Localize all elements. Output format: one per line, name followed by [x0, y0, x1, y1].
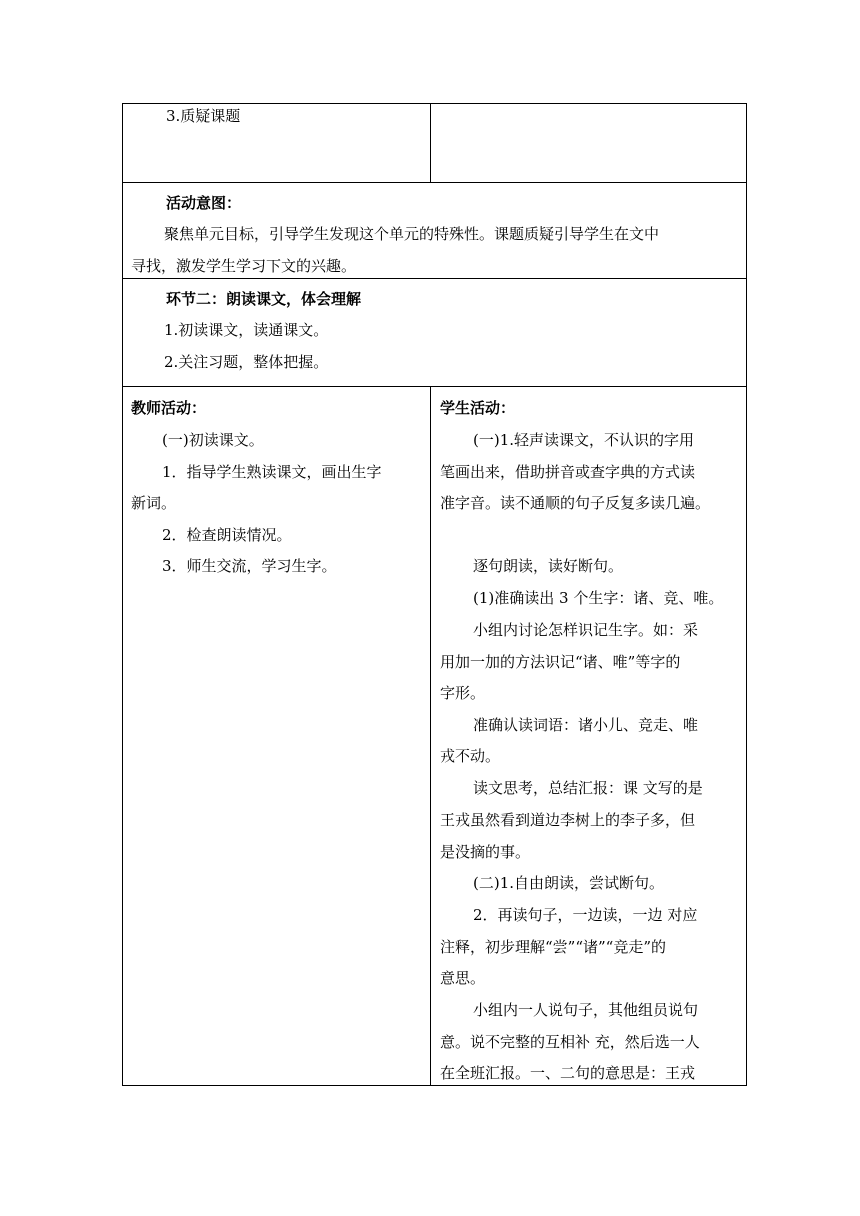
intent-heading: 活动意图： [166, 194, 242, 212]
student-line: 字形。 [440, 684, 486, 702]
student-line: 意。说不完整的互相补 充，然后选一人 [440, 1033, 700, 1051]
student-line: 笔画出来，借助拼音或查字典的方式读 [440, 463, 696, 481]
teacher-heading: 教师活动： [131, 399, 207, 417]
student-heading: 学生活动： [440, 399, 516, 417]
intent-line-2: 寻找，激发学生学习下文的兴趣。 [131, 257, 357, 275]
student-line: (1)准确读出 3 个生字：诸、竞、唯。 [473, 589, 724, 607]
student-line: 王戎虽然看到道边李树上的李子多，但 [440, 811, 696, 829]
student-line: (二)1.自由朗读，尝试断句。 [473, 874, 665, 892]
student-line: 读文思考，总结汇报：课 文写的是 [473, 779, 703, 797]
student-line: 用加一加的方法识记“诸、唯”等字的 [440, 653, 681, 671]
teacher-cell [122, 386, 431, 1086]
teacher-line: (一)初读课文。 [162, 431, 264, 449]
student-line: 小组内一人说句子，其他组员说句 [473, 1001, 699, 1019]
teacher-line: 1．指导学生熟读课文，画出生字 [162, 463, 382, 481]
student-line: 是没摘的事。 [440, 843, 531, 861]
stage2-item: 2.关注习题，整体把握。 [164, 353, 329, 371]
student-line: 2．再读句子，一边读，一边 对应 [473, 906, 698, 924]
student-line: 注释，初步理解“尝”“诸”“竞走”的 [440, 938, 667, 956]
teacher-line: 2．检查朗读情况。 [162, 526, 292, 544]
student-line: 在全班汇报。一、二句的意思是：王戎 [440, 1064, 696, 1082]
teacher-line: 3．师生交流，学习生字。 [162, 557, 337, 575]
stage2-heading: 环节二：朗读课文，体会理解 [166, 290, 362, 308]
intent-line-1: 聚焦单元目标，引导学生发现这个单元的特殊性。课题质疑引导学生在文中 [164, 225, 660, 243]
student-line: 戎不动。 [440, 747, 501, 765]
row1-left-text: 3.质疑课题 [166, 107, 241, 125]
teacher-line: 新词。 [131, 494, 177, 512]
student-line: 意思。 [440, 969, 486, 987]
student-line: (一)1.轻声读课文，不认识的字用 [473, 431, 695, 449]
student-line: 准确认读词语：诸小儿、竞走、唯 [473, 716, 699, 734]
stage2-item: 1.初读课文，读通课文。 [164, 321, 329, 339]
student-line: 准字音。读不通顺的句子反复多读几遍。 [440, 494, 711, 512]
student-line: 小组内讨论怎样识记生字。如：采 [473, 621, 699, 639]
student-line: 逐句朗读，读好断句。 [473, 557, 624, 575]
row1-right-cell [430, 103, 747, 183]
